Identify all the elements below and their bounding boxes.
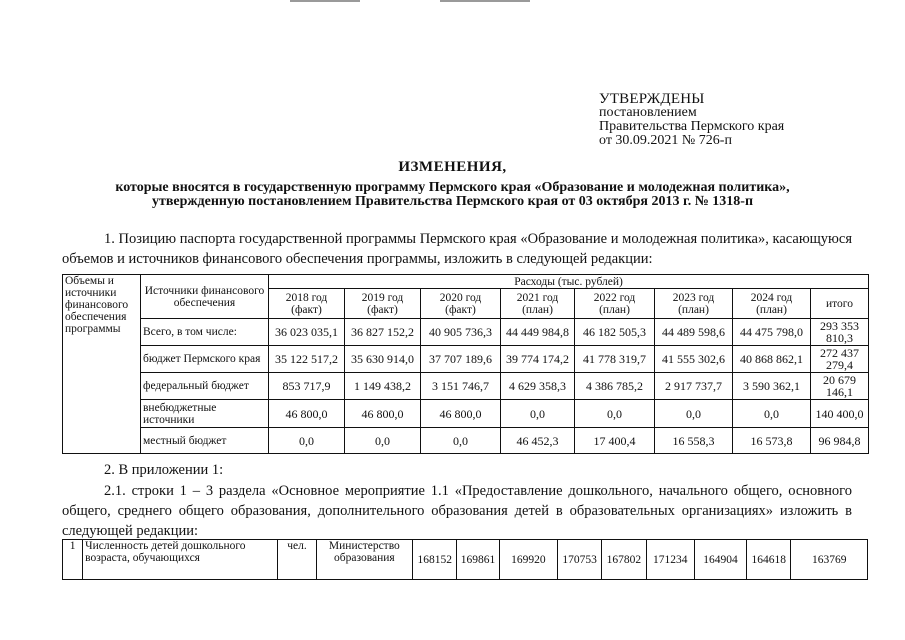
value-cell: 168152: [413, 540, 457, 580]
value-cell: 39 774 174,2: [501, 346, 575, 373]
value-cell: 46 800,0: [421, 400, 501, 428]
value-cell: 17 400,4: [575, 428, 655, 454]
table-row: [63, 346, 869, 373]
value-cell: 41 778 319,7: [575, 346, 655, 373]
value-cell: 35 122 517,2: [269, 346, 345, 373]
value-cell: 4 386 785,2: [575, 373, 655, 400]
document-title: ИЗМЕНЕНИЯ,: [398, 159, 507, 175]
source-cell: местный бюджет: [141, 428, 269, 454]
scan-edge-line: [290, 0, 360, 2]
document-subtitle: [0, 181, 905, 209]
value-cell: 0,0: [345, 428, 421, 454]
value-cell: 46 800,0: [269, 400, 345, 428]
year-header: 2023 год (план): [655, 289, 733, 319]
value-cell: 0,0: [655, 400, 733, 428]
scan-edge-line: [440, 0, 530, 2]
value-cell: 16 573,8: [733, 428, 811, 454]
value-cell: 41 555 302,6: [655, 346, 733, 373]
subtitle-line-1: которые вносятся в государственную программу Пермского края «Образование и молодежная политика»,: [115, 180, 790, 195]
value-cell: 44 449 984,8: [501, 319, 575, 346]
value-cell: 0,0: [269, 428, 345, 454]
value-cell: 163769: [791, 540, 868, 580]
paragraph-1: 1. Позицию паспорта государственной программы Пермского края «Образование и молодежная политика», касающуюся объемов и источников финансового обеспечения программы, изложить в следующей редакции:: [62, 231, 852, 267]
approval-line: постановлением: [599, 105, 697, 120]
year-header: 2024 год (план): [733, 289, 811, 319]
paragraph-3: 2.1. строки 1 – 3 раздела «Основное мероприятие 1.1 «Предоставление дошкольного, начального общего, основного общего, среднего общего образования, дополнительного образования детей в образовательных организациях» изложить в следующей редакции:: [62, 483, 852, 539]
total-header: итого: [811, 289, 869, 319]
year-header: 2020 год (факт): [421, 289, 501, 319]
subtitle-line-2: утвержденную постановлением Правительства Пермского края от 03 октября 2013 г. № 1318-п: [151, 194, 754, 209]
year-header: 2021 год (план): [501, 289, 575, 319]
value-cell: 169861: [457, 540, 499, 580]
source-cell: Всего, в том числе:: [141, 319, 269, 346]
value-cell: 853 717,9: [269, 373, 345, 400]
table-row: [63, 428, 869, 454]
value-cell: 4 629 358,3: [501, 373, 575, 400]
value-cell: 37 707 189,6: [421, 346, 501, 373]
value-cell: 0,0: [501, 400, 575, 428]
source-cell: бюджет Пермского края: [141, 346, 269, 373]
year-header: 2018 год (факт): [269, 289, 345, 319]
approval-block: [599, 92, 899, 148]
value-cell: 46 182 505,3: [575, 319, 655, 346]
table-row: [63, 540, 868, 580]
value-cell: 167802: [602, 540, 646, 580]
year-header: 2022 год (план): [575, 289, 655, 319]
value-cell: 36 023 035,1: [269, 319, 345, 346]
approval-heading: УТВЕРЖДЕНЫ: [599, 91, 705, 107]
indicator-name: Численность детей дошкольного возраста, обучающихся: [83, 540, 278, 580]
approval-line: от 30.09.2021 № 726-п: [599, 133, 732, 148]
value-cell: 44 475 798,0: [733, 319, 811, 346]
table-row: [63, 319, 869, 346]
indicator-table: [62, 539, 868, 580]
value-cell: 16 558,3: [655, 428, 733, 454]
value-cell: 3 590 362,1: [733, 373, 811, 400]
value-cell: 44 489 598,6: [655, 319, 733, 346]
value-cell: 164904: [694, 540, 746, 580]
year-header: 2019 год (факт): [345, 289, 421, 319]
unit-cell: чел.: [278, 540, 316, 580]
value-cell: 169920: [499, 540, 557, 580]
value-cell: 96 984,8: [811, 428, 869, 454]
value-cell: 40 905 736,3: [421, 319, 501, 346]
sources-header: Источники финансового обеспечения: [141, 275, 269, 319]
value-cell: 170753: [558, 540, 602, 580]
value-cell: 2 917 737,7: [655, 373, 733, 400]
paragraph-2: 2. В приложении 1:: [104, 462, 224, 478]
value-cell: 0,0: [421, 428, 501, 454]
table-row: [63, 400, 869, 428]
value-cell: 35 630 914,0: [345, 346, 421, 373]
finance-label: Объемы и источники финансового обеспечения программы: [63, 275, 141, 454]
value-cell: 1 149 438,2: [345, 373, 421, 400]
row-number: 1: [63, 540, 83, 580]
table-row: [63, 373, 869, 400]
value-cell: 46 800,0: [345, 400, 421, 428]
value-cell: 36 827 152,2: [345, 319, 421, 346]
value-cell: 171234: [646, 540, 694, 580]
source-cell: федеральный бюджет: [141, 373, 269, 400]
expenses-header: Расходы (тыс. рублей): [269, 275, 869, 289]
value-cell: 0,0: [575, 400, 655, 428]
source-cell: внебюджетные источники: [141, 400, 269, 428]
agency-cell: Министерство образования: [316, 540, 413, 580]
finance-table: [62, 274, 869, 454]
value-cell: 164618: [747, 540, 791, 580]
value-cell: 20 679 146,1: [811, 373, 869, 400]
value-cell: 40 868 862,1: [733, 346, 811, 373]
approval-line: Правительства Пермского края: [599, 119, 785, 134]
value-cell: 293 353 810,3: [811, 319, 869, 346]
value-cell: 140 400,0: [811, 400, 869, 428]
value-cell: 46 452,3: [501, 428, 575, 454]
value-cell: 272 437 279,4: [811, 346, 869, 373]
value-cell: 0,0: [733, 400, 811, 428]
value-cell: 3 151 746,7: [421, 373, 501, 400]
